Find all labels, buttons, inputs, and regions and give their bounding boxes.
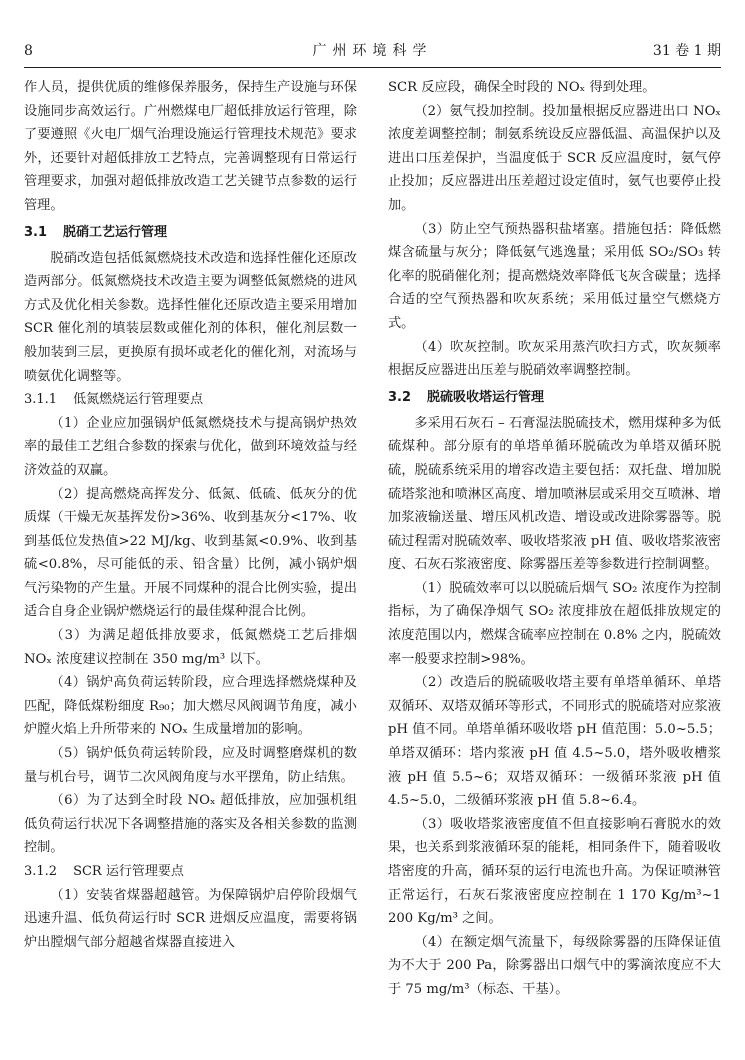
section-number: 3.1 [24,224,48,240]
paragraph: （1）企业应加强锅炉低氮燃烧技术与提高锅炉热效率的最佳工艺组合参数的探索与优化，做到环境效益与经济效益的双赢。 [24,415,357,478]
paragraph: （2）改造后的脱硫吸收塔主要有单塔单循环、单塔双循环、双塔双循环等形式，不同形式的脱硫塔对应浆液 pH 值不同。单塔单循环吸收塔 pH 值范围：5.0~5.5；单塔双循环：塔内浆液 pH 值 4.5~5.0，塔外吸收槽浆液 pH 值 5.5~6；双塔双循环：一级循环浆液 pH 值 4.5~5.0，二级循环浆液 pH 值 5.8~6.4。 [388,675,721,809]
paragraph: （1）脱硫效率可以以脱硫后烟气 SO₂ 浓度作为控制指标，为了确保净烟气 SO₂ 浓度排放在超低排放规定的浓度范围以内，燃煤含硫率应控制在 0.8% 之内，脱硫效率一般要求控制>98%。 [388,580,721,667]
header-rule [24,67,721,68]
subsection-title: SCR 运行管理要点 [73,864,184,879]
subsection-heading-3-1-2 [24,860,357,884]
paragraph: （2）提高燃烧高挥发分、低氮、低硫、低灰分的优质煤（干燥无灰基挥发份>36%、收到基灰分<17%、收到基低位发热值>22 MJ/kg、收到基氮<0.9%、收到基硫<0.8%，尽可能低的汞、铅含量）比例，减小锅炉烟气污染物的产生量。开展不同煤种的混合比例实验，提出适合自身企业锅炉燃烧运行的最佳煤种混合比例。 [24,486,357,620]
subsection-number: 3.1.2 [24,864,58,879]
paragraph: （4）吹灰控制。吹灰采用蒸汽吹扫方式，吹灰频率根据反应器进出压差与脱硝效率调整控制。 [388,339,721,379]
subsection-heading-3-1-1 [24,388,357,412]
paragraph: （5）锅炉低负荷运转阶段，应及时调整磨煤机的数量与机台号，调节二次风阀角度与水平摆角，防止结焦。 [24,746,357,785]
volume-issue: 31 卷 1 期 [652,43,721,59]
section-title: 脱硝工艺运行管理 [63,224,168,240]
paragraph: 脱硝改造包括低氮燃烧技术改造和选择性催化还原改造两部分。低氮燃烧技术改造主要为调整低氮燃烧的进风方式及优化相关参数。选择性催化还原改造主要采用增加 SCR 催化剂的填装层数或催化剂的体积，催化剂层数一般加装到三层，更换原有损坏或老化的催化剂，对流场与喷氨优化调整等。 [24,250,357,384]
section-title: 脱硫吸收塔运行管理 [427,389,545,405]
paragraph: （1）安装省煤器超越管。为保障锅炉启停阶段烟气迅速升温、低负荷运行时 SCR 进烟反应温度，需要将锅炉出膛烟气部分超越省煤器直接进入 [24,887,357,950]
section-heading-3-2 [388,387,721,409]
subsection-number: 3.1.1 [24,392,58,408]
paragraph: SCR 反应段，确保全时段的 NOₓ 得到处理。 [388,80,656,95]
paragraph: （6）为了达到全时段 NOₓ 超低排放，应加强机组低负荷运行状况下各调整措施的落实及各相关参数的监测控制。 [24,793,357,856]
paragraph: （4）锅炉高负荷运转阶段，应合理选择燃烧煤种及匹配，降低煤粉细度 R₉₀；加大燃尽风阀调节角度，减小炉膛火焰上升所带来的 NOₓ 生成量增加的影响。 [24,675,357,738]
section-number: 3.2 [388,389,412,405]
section-heading-3-1 [24,222,357,244]
left-column [24,76,357,954]
paragraph: （3）吸收塔浆液密度值不但直接影响石膏脱水的效果，也关系到浆液循环泵的能耗，相同条件下，随着吸收塔密度的升高，循环泵的运行电流也升高。为保证喷淋管正常运行，石灰石浆液密度应控制在 1 170 Kg/m³~1 200 Kg/m³ 之间。 [388,816,721,927]
paragraph: （2）氨气投加控制。投加量根据反应器进出口 NOₓ 浓度差调整控制；制氨系统设反应器低温、高温保护以及进出口压差保护，当温度低于 SCR 反应温度时，氨气停止投加；反应器进出压差超过设定值时，氨气也要停止投加。 [388,103,721,213]
right-column [388,76,721,1002]
paragraph: 作人员，提供优质的维修保养服务，保持生产设施与环保设施同步高效运行。广州燃煤电厂超低排放运行管理，除了要遵照《火电厂烟气治理设施运行管理技术规范》要求外，还要针对超低排放工艺特点，完善调整现有日常运行管理要求，加强对超低排放改造工艺关键节点参数的运行管理。 [24,80,357,213]
paragraph: （3）防止空气预热器积盐堵塞。措施包括：降低燃煤含硫量与灰分；降低氨气逃逸量；采用低 SO₂/SO₃ 转化率的脱硝催化剂；提高燃烧效率降低飞灰含碳量；选择合适的空气预热器和吹灰系统；采用低过量空气燃烧方式。 [388,221,721,331]
paragraph: （4）在额定烟气流量下，每级除雾器的压降保证值为不大于 200 Pa，除雾器出口烟气中的雾滴浓度应不大于 75 mg/m³（标态、干基）。 [388,934,721,997]
paragraph: 多采用石灰石 – 石膏湿法脱硫技术，燃用煤种多为低硫煤种。部分原有的单塔单循环脱硫改为单塔双循环脱硫，脱硫系统采用的增容改造主要包括：双托盘、增加脱硫塔浆池和喷淋区高度、增加喷淋层或采用交互喷淋、增加浆液输送量、增压风机改造、增设或改进除雾器等。脱硫过程需对脱硫效率、吸收塔浆液 pH 值、吸收塔浆液密度、石灰石浆液密度、除雾器压差等参数进行控制调整。 [388,415,721,573]
page-header [24,40,721,62]
journal-title: 广州环境科学 [312,43,433,59]
page-number: 8 [24,43,33,59]
paragraph: （3）为满足超低排放要求，低氮燃烧工艺后排烟 NOₓ 浓度建议控制在 350 mg/m³ 以下。 [24,628,357,667]
subsection-title: 低氮燃烧运行管理要点 [73,392,204,408]
